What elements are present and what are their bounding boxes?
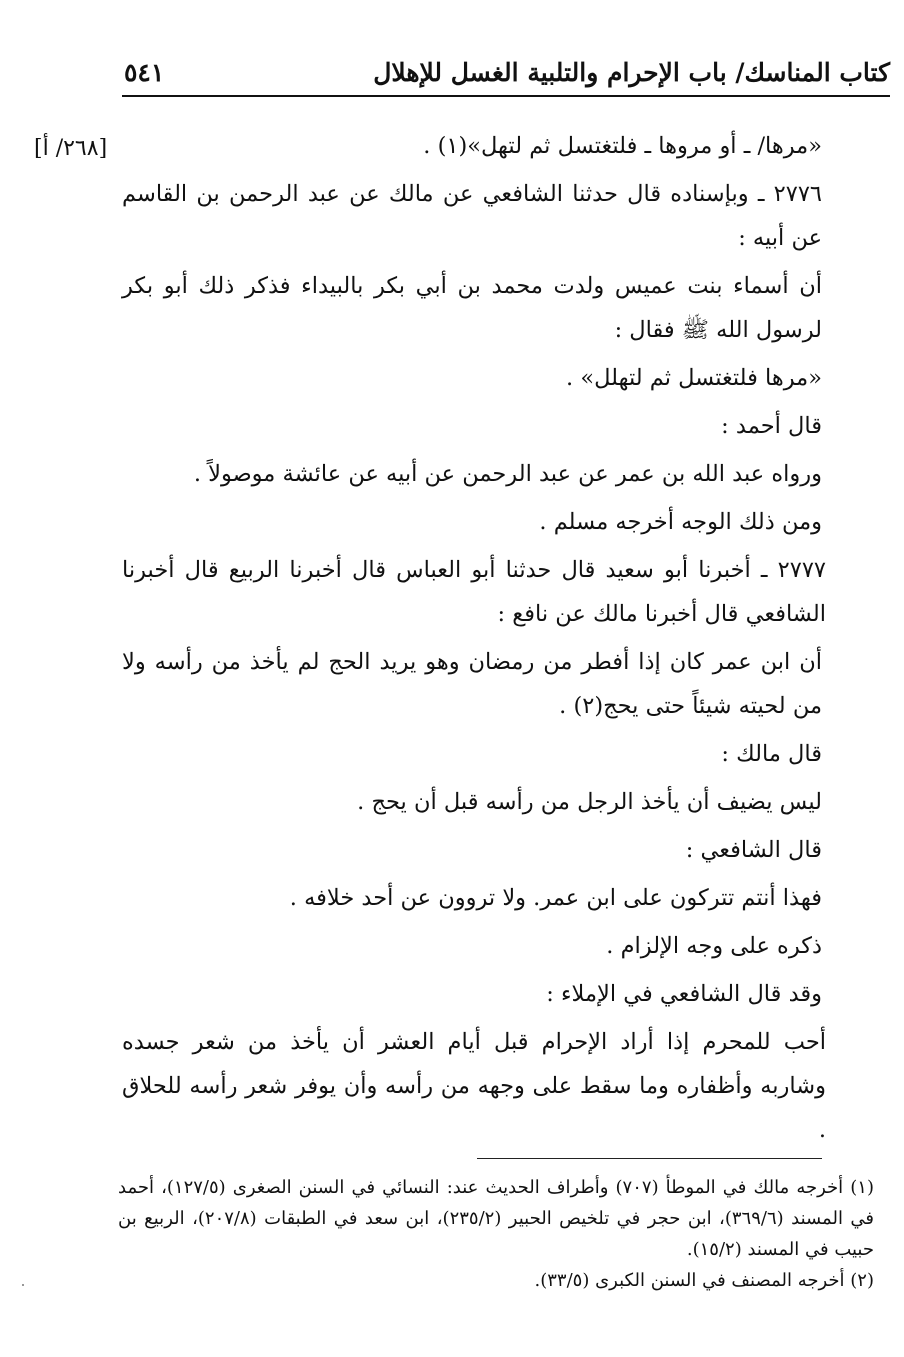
- hadith-2776: ٢٧٧٦ ـ وبإسناده قال حدثنا الشافعي عن مالك عن عبد الرحمن بن القاسم عن أبيه :: [122, 181, 822, 251]
- main-text: [122, 124, 826, 1156]
- paragraph: وقد قال الشافعي في الإملاء :: [546, 981, 822, 1007]
- hadith-2777: ٢٧٧٧ ـ أخبرنا أبو سعيد قال حدثنا أبو العباس قال أخبرنا الربيع قال أخبرنا الشافعي قال أخبرنا مالك عن نافع :: [122, 557, 826, 627]
- paragraph: ورواه عبد الله بن عمر عن عبد الرحمن عن أبيه عن عائشة موصولاً .: [193, 461, 822, 487]
- footnote-2: (٢) أخرجه المصنف في السنن الكبرى (٣٣/٥).: [534, 1270, 874, 1291]
- paragraph: قال الشافعي :: [685, 837, 822, 863]
- paragraph: قال مالك :: [721, 741, 822, 767]
- header-rule: [122, 95, 890, 97]
- footnotes: [118, 1172, 874, 1296]
- paragraph: أحب للمحرم إذا أراد الإحرام قبل أيام العشر أن يأخذ من شعر جسده وشاربه وأظفاره وما سقط على وجهه من رأسه وأن يوفر شعر رأسه للحلاق .: [122, 1029, 826, 1143]
- paragraph: ليس يضيف أن يأخذ الرجل من رأسه قبل أن يحج .: [357, 789, 822, 815]
- running-header: [122, 52, 890, 98]
- scan-speck: [22, 1284, 24, 1286]
- paragraph: قال أحمد :: [721, 413, 822, 439]
- footnote-1: (١) أخرجه مالك في الموطأ (٧٠٧) وأطراف الحديث عند: النسائي في السنن الصغرى (١٢٧/٥)، أحمد في المسند (٣٦٩/٦)، ابن حجر في تلخيص الحبير (٢٣٥/٢)، ابن سعد في الطبقات (٢٠٧/٨)، الربيع بن حبيب في المسند (١٥/٢).: [118, 1177, 875, 1260]
- paragraph: «مرها/ ـ أو مروها ـ فلتغتسل ثم لتهل»(١) .: [423, 133, 822, 159]
- paragraph: ومن ذلك الوجه أخرجه مسلم .: [539, 509, 822, 535]
- paragraph: ذكره على وجه الإلزام .: [606, 933, 822, 959]
- paragraph: أن أسماء بنت عميس ولدت محمد بن أبي بكر بالبيداء فذكر ذلك أبو بكر لرسول الله ﷺ فقال :: [122, 273, 822, 343]
- manuscript-folio-marker: [٢٦٨/ أ]: [34, 136, 108, 161]
- header-title: كتاب المناسك/ باب الإحرام والتلبية الغسل للإهلال: [373, 58, 890, 87]
- paragraph: فهذا أنتم تتركون على ابن عمر. ولا تروون عن أحد خلافه .: [289, 885, 822, 911]
- footnote-rule: [477, 1158, 822, 1159]
- paragraph: «مرها فلتغتسل ثم لتهلل» .: [566, 365, 822, 391]
- page-number: ٥٤١: [124, 58, 165, 87]
- paragraph: أن ابن عمر كان إذا أفطر من رمضان وهو يريد الحج لم يأخذ من رأسه ولا من لحيته شيئاً حتى يحج(٢) .: [122, 649, 822, 719]
